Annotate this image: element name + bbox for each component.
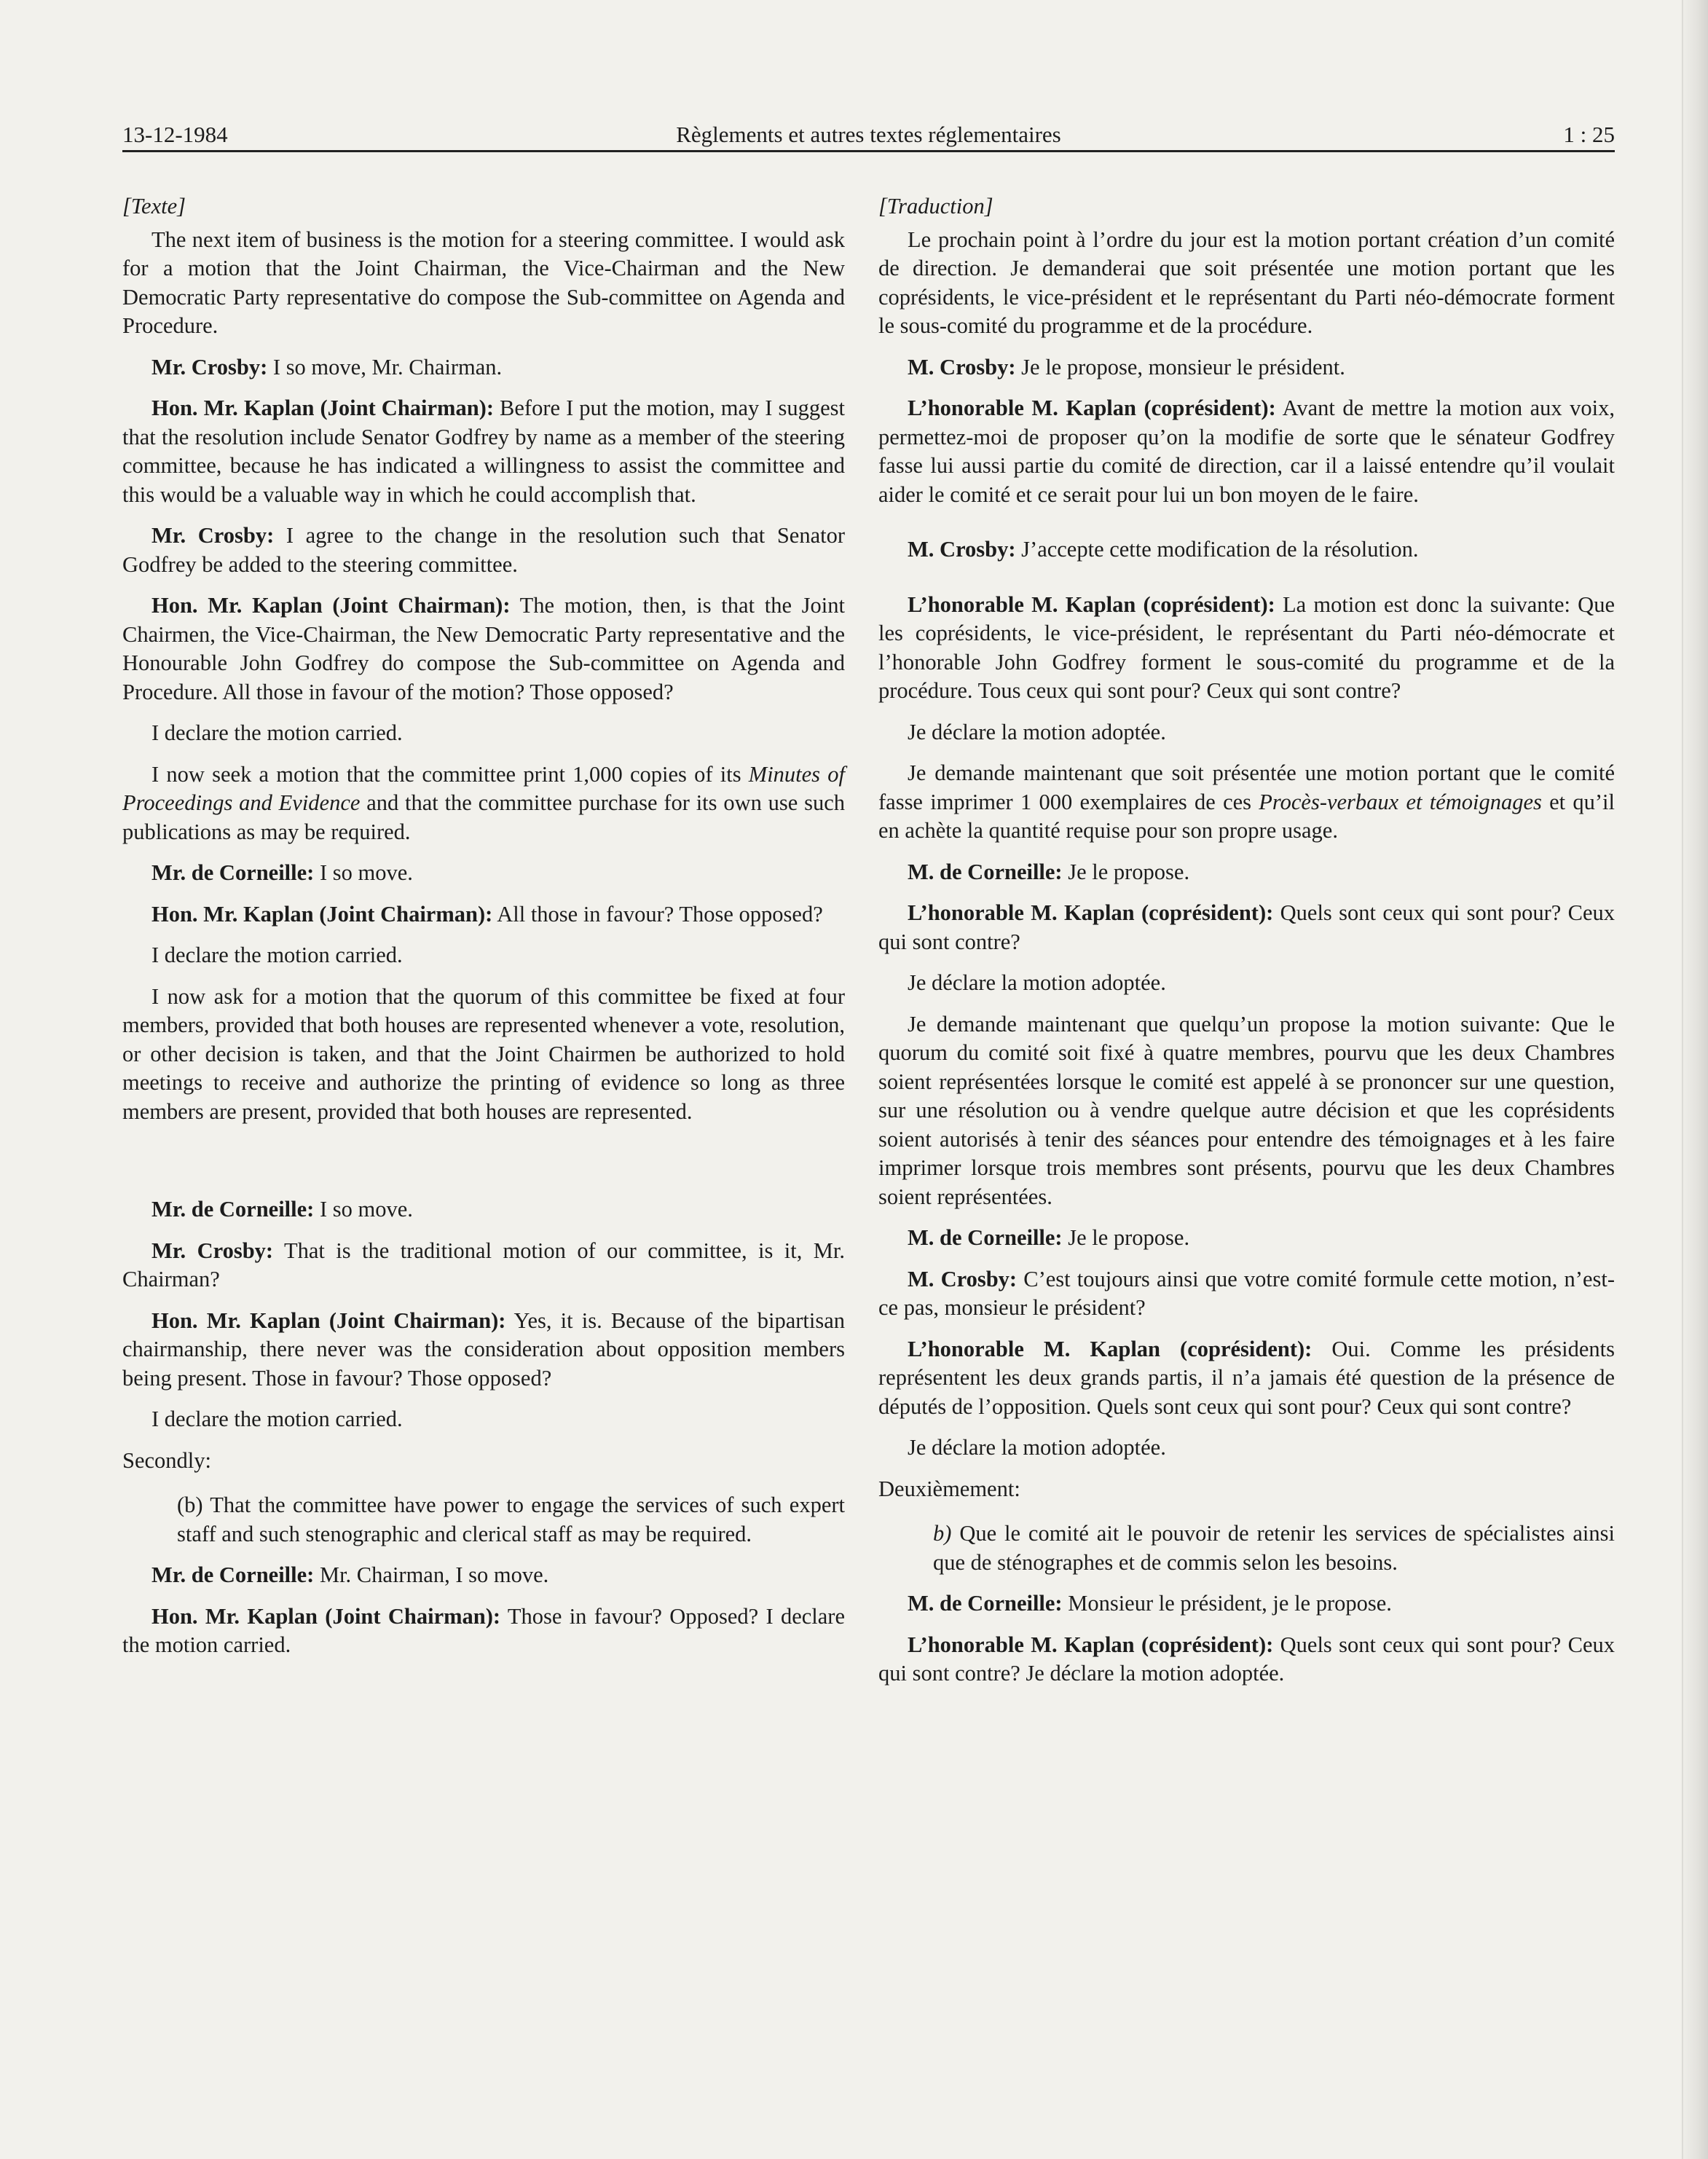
paragraph-text: Secondly: — [122, 1447, 211, 1473]
paragraph-text: Que le comité ait le pouvoir de retenir les services de spécialistes ainsi que de sténographes et de commis selon les besoins. — [933, 1521, 1615, 1575]
speaker-name: Mr. de Corneille: — [151, 1562, 315, 1587]
paragraph — [878, 226, 1615, 341]
speech — [122, 1307, 845, 1393]
page-edge-line — [1682, 0, 1683, 2159]
speech — [122, 1195, 845, 1224]
speech-text: All those in favour? Those opposed? — [492, 901, 823, 927]
paragraph — [122, 226, 845, 341]
speech-text: I agree to the change in the resolution such that Senator Godfrey be added to the steering committee. — [122, 523, 845, 577]
paragraph-text: I now ask for a motion that the quorum of this committee be fixed at four members, provided that both houses are represented whenever a vote, resolution, or other decision is taken, and that the Joint Chairmen be authorized to hold meetings to receive and authorize the printing of evidence so long as three members are present, provided that both houses are represented. — [122, 983, 845, 1124]
paragraph-text: Je demande maintenant que soit présentée une motion portant que le comité fasse imprimer 1 000 exemplaires de ces — [878, 760, 1615, 814]
speech — [878, 1265, 1615, 1323]
speech — [878, 858, 1615, 887]
sub-item — [177, 1491, 845, 1549]
paragraph-text: I now seek a motion that the committee print 1,000 copies of its — [151, 761, 749, 787]
speech-text: I so move. — [314, 1197, 413, 1222]
speaker-name: L’honorable M. Kaplan (coprésident): — [908, 900, 1274, 925]
speech — [878, 1335, 1615, 1422]
paragraph — [122, 941, 845, 970]
paragraph — [122, 1447, 845, 1476]
speaker-name: Hon. Mr. Kaplan (Joint Chairman): — [151, 396, 494, 420]
speaker-name: L’honorable M. Kaplan (coprésident): — [908, 1632, 1274, 1657]
speech-text: Yes, it is. Because of the bipartisan chairmanship, there never was the consideration about opposition members being present. Those in favour? Those opposed? — [122, 1307, 845, 1391]
speech — [878, 353, 1615, 382]
speech-text: Quels sont ceux qui sont pour? Ceux qui sont contre? Je déclare la motion adoptée. — [878, 1632, 1615, 1686]
speech — [878, 591, 1615, 706]
speech-text: Avant de mettre la motion aux voix, permettez-moi de proposer qu’on la modifie de sorte que le sénateur Godfrey fasse lui aussi partie du comité de direction, car il a laissé entendre qu’il voulait aider le comité et ce serait pour lui un bon moyen de le faire. — [878, 396, 1615, 507]
paragraph — [122, 1405, 845, 1434]
publication-title: Procès-verbaux et témoignages — [1259, 789, 1542, 814]
speaker-name: M. de Corneille: — [908, 1591, 1063, 1616]
header-rule — [122, 150, 1615, 152]
speech-text: C’est toujours ainsi que votre comité formule cette motion, n’est-ce pas, monsieur le président? — [878, 1266, 1615, 1320]
paragraph-text: I declare the motion carried. — [151, 1407, 403, 1431]
speech — [122, 522, 845, 579]
paragraph-text: I declare the motion carried. — [151, 943, 403, 967]
header-title: Règlements et autres textes réglementaires — [676, 122, 1061, 147]
speech-text: J’accepte cette modification de la résolution. — [1015, 537, 1419, 562]
paragraph-text: and that the committee purchase for its own use such publications as may be required. — [122, 790, 846, 844]
speech — [878, 535, 1615, 565]
english-column — [122, 192, 845, 1672]
publication-title: Minutes of Proceedings and Evidence — [122, 761, 845, 815]
speech — [122, 1237, 845, 1294]
speaker-name: Mr. Crosby: — [151, 523, 275, 548]
speaker-name: M. de Corneille: — [908, 859, 1063, 884]
speaker-name: L’honorable M. Kaplan (coprésident): — [908, 396, 1276, 420]
speaker-name: Mr. Crosby: — [151, 1238, 274, 1263]
paragraph — [878, 1475, 1615, 1504]
paragraph — [122, 760, 845, 847]
item-letter: b) — [933, 1521, 952, 1546]
speaker-name: Mr. Crosby: — [151, 354, 268, 380]
speech — [878, 899, 1615, 956]
speech-text: I so move, Mr. Chairman. — [267, 354, 503, 380]
column-label: [Texte] — [122, 194, 186, 219]
sub-item — [933, 1519, 1615, 1577]
speech-text: La motion est donc la suivante: Que les coprésidents, le vice-président, le représentant du Parti néo-démocrate et l’honorable John Godfrey forment le sous-comité du programme et de la procédure. Tous ceux qui sont pour? Ceux qui sont contre? — [878, 591, 1615, 703]
paragraph — [878, 1434, 1615, 1463]
paragraph-text: (b) That the committee have power to engage the services of such expert staff and such stenographic and clerical staff as may be required. — [177, 1493, 845, 1546]
speech-text: Mr. Chairman, I so move. — [314, 1562, 549, 1587]
speech — [122, 591, 845, 707]
paragraph-text: Je demande maintenant que quelqu’un propose la motion suivante: Que le quorum du comité soit fixé à quatre membres, pourvu que les deux Chambres soient représentées lorsque le comité est appelé à se prononcer sur une question, sur une résolution ou à vendre quelque autre décision et que les coprésidents soient autorisés à tenir des séances pour entendre des témoignages et à les faire imprimer lorsque trois membres sont présents, pourvu que les deux Chambres soient représentées. — [878, 1011, 1615, 1209]
speaker-name: L’honorable M. Kaplan (coprésident): — [908, 591, 1275, 617]
speech-text: The motion, then, is that the Joint Chairmen, the Vice-Chairman, the New Democratic Party representative and the Honourable John Godfrey do compose the Sub-committee on Agenda and Procedure. All those in favour of the motion? Those opposed? — [122, 593, 845, 704]
speech — [122, 900, 845, 929]
speech-text: Je le propose. — [1062, 1225, 1190, 1250]
paragraph-text: I declare the motion carried. — [151, 720, 403, 745]
speech — [122, 353, 845, 382]
paragraph-text: Je déclare la motion adoptée. — [908, 719, 1166, 744]
speaker-name: Mr. de Corneille: — [151, 860, 315, 885]
speech-text: I so move. — [314, 860, 413, 885]
speech — [878, 394, 1615, 509]
paragraph — [122, 719, 845, 748]
speech-text: Those in favour? Opposed? I declare the motion carried. — [122, 1603, 845, 1657]
speech-text: Je le propose, monsieur le président. — [1015, 354, 1345, 380]
column-label: [Traduction] — [878, 194, 993, 219]
speaker-name: M. Crosby: — [908, 537, 1016, 562]
speech — [122, 1561, 845, 1590]
speech-text: Before I put the motion, may I suggest that the resolution include Senator Godfrey by name as a member of the steering committee, because he has indicated a willingness to assist the committee and this would be a valuable way in which he could accomplish that. — [122, 396, 845, 507]
header-date: 13-12-1984 — [122, 122, 228, 147]
paragraph-text: Deuxièmement: — [878, 1476, 1020, 1501]
paragraph — [878, 1010, 1615, 1212]
page-edge-shadow — [1679, 0, 1708, 2159]
speaker-name: L’honorable M. Kaplan (coprésident): — [908, 1336, 1313, 1361]
speaker-name: Hon. Mr. Kaplan (Joint Chairman): — [151, 1307, 506, 1333]
paragraph — [122, 983, 845, 1127]
speaker-name: M. Crosby: — [908, 1266, 1018, 1291]
speaker-name: M. de Corneille: — [908, 1225, 1063, 1250]
speech — [122, 394, 845, 509]
paragraph — [878, 759, 1615, 846]
speaker-name: M. Crosby: — [908, 354, 1016, 380]
paragraph-text: The next item of business is the motion for a steering committee. I would ask for a motion that the Joint Chairman, the Vice-Chairman and the New Democratic Party representative do compose the Sub-committee on Agenda and Procedure. — [122, 227, 845, 338]
paragraph — [878, 718, 1615, 747]
speech — [878, 1589, 1615, 1619]
speech-text: That is the traditional motion of our committee, is it, Mr. Chairman? — [122, 1238, 845, 1291]
paragraph-text: et qu’il en achète la quantité requise pour son propre usage. — [878, 789, 1615, 843]
speech-text: Monsieur le président, je le propose. — [1062, 1591, 1392, 1616]
french-column — [878, 192, 1615, 1701]
speech — [122, 859, 845, 888]
speech-text: Quels sont ceux qui sont pour? Ceux qui sont contre? — [878, 900, 1615, 954]
paragraph — [878, 969, 1615, 998]
speech — [878, 1224, 1615, 1253]
speaker-name: Hon. Mr. Kaplan (Joint Chairman): — [151, 901, 493, 927]
speech-text: Oui. Comme les présidents représentent les deux grands partis, il n’a jamais été question de la présence de députés de l’opposition. Quels sont ceux qui sont pour? Ceux qui sont contre? — [878, 1336, 1615, 1419]
speaker-name: Hon. Mr. Kaplan (Joint Chairman): — [151, 593, 511, 618]
speaker-name: Hon. Mr. Kaplan (Joint Chairman): — [151, 1603, 501, 1629]
speech — [122, 1602, 845, 1660]
speech — [878, 1631, 1615, 1688]
paragraph-text: Je déclare la motion adoptée. — [908, 970, 1166, 995]
paragraph-text: Je déclare la motion adoptée. — [908, 1435, 1166, 1460]
paragraph-text: Le prochain point à l’ordre du jour est la motion portant création d’un comité de direction. Je demanderai que soit présentée une motion portant que les coprésidents, le vice-président et le représentant du Parti néo-démocrate forment le sous-comité du programme et de la procédure. — [878, 227, 1615, 338]
speech-text: Je le propose. — [1062, 859, 1190, 884]
running-header — [122, 117, 1615, 153]
header-page-number: 1 : 25 — [1563, 122, 1615, 147]
speaker-name: Mr. de Corneille: — [151, 1197, 315, 1222]
